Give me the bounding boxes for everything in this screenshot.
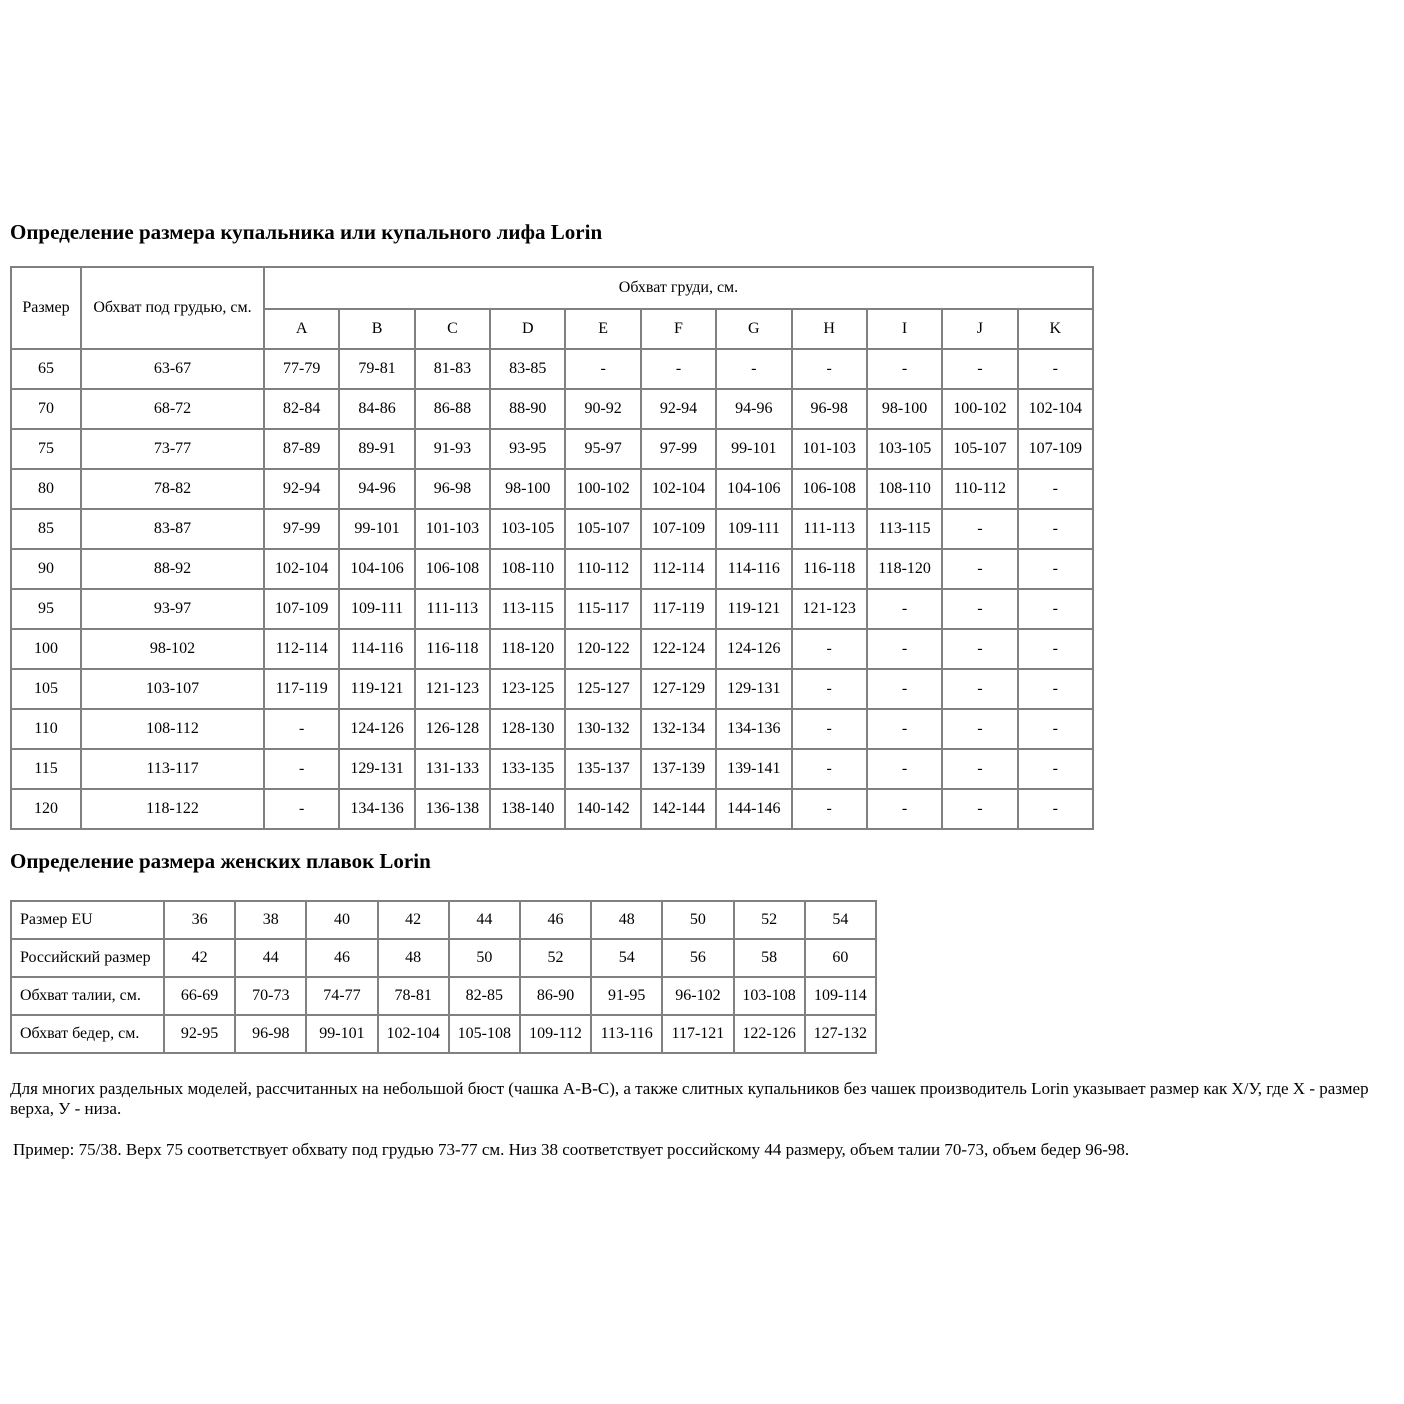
bust-range-cell: 129-131	[716, 669, 791, 709]
value-cell: 36	[164, 901, 235, 939]
bust-range-cell: 83-85	[490, 349, 565, 389]
cup-letter-header: B	[339, 309, 414, 349]
bust-group-header: Обхват груди, см.	[264, 267, 1093, 309]
bust-range-cell: 77-79	[264, 349, 339, 389]
bust-range-cell: -	[716, 349, 791, 389]
bust-range-cell: 120-122	[565, 629, 640, 669]
value-cell: 103-108	[734, 977, 805, 1015]
bust-range-cell: 98-100	[490, 469, 565, 509]
value-cell: 105-108	[449, 1015, 520, 1053]
bust-range-cell: 84-86	[339, 389, 414, 429]
cup-letter-header: D	[490, 309, 565, 349]
bust-range-cell: -	[942, 669, 1017, 709]
table-row	[11, 709, 1093, 749]
bust-range-cell: -	[792, 789, 867, 829]
bra-size-table-head	[11, 267, 1093, 349]
bust-range-cell: 101-103	[792, 429, 867, 469]
size-column-header: Размер	[11, 267, 81, 349]
bust-range-cell: 131-133	[415, 749, 490, 789]
bra-size-table	[10, 266, 1094, 830]
size-cell: 75	[11, 429, 81, 469]
bust-range-cell: 138-140	[490, 789, 565, 829]
value-cell: 78-81	[378, 977, 449, 1015]
bust-range-cell: -	[867, 349, 942, 389]
bust-range-cell: 108-110	[490, 549, 565, 589]
table-row	[11, 977, 876, 1015]
value-cell: 70-73	[235, 977, 306, 1015]
value-cell: 74-77	[306, 977, 377, 1015]
bust-range-cell: -	[867, 709, 942, 749]
bust-range-cell: 114-116	[716, 549, 791, 589]
bust-range-cell: 116-118	[792, 549, 867, 589]
bust-range-cell: -	[942, 749, 1017, 789]
value-cell: 48	[591, 901, 662, 939]
bust-range-cell: 100-102	[565, 469, 640, 509]
bust-range-cell: 140-142	[565, 789, 640, 829]
bust-range-cell: 118-120	[867, 549, 942, 589]
bust-range-cell: 132-134	[641, 709, 716, 749]
bust-range-cell: 128-130	[490, 709, 565, 749]
table-row	[11, 509, 1093, 549]
table-row	[11, 629, 1093, 669]
value-cell: 92-95	[164, 1015, 235, 1053]
bust-range-cell: 130-132	[565, 709, 640, 749]
value-cell: 109-112	[520, 1015, 591, 1053]
bust-range-cell: -	[1018, 629, 1093, 669]
value-cell: 42	[164, 939, 235, 977]
bust-range-cell: 124-126	[339, 709, 414, 749]
bust-range-cell: 92-94	[264, 469, 339, 509]
bust-range-cell: 104-106	[716, 469, 791, 509]
bust-range-cell: 119-121	[716, 589, 791, 629]
bust-range-cell: -	[867, 749, 942, 789]
cup-letter-header: F	[641, 309, 716, 349]
bust-range-cell: 115-117	[565, 589, 640, 629]
bust-range-cell: 102-104	[641, 469, 716, 509]
bust-range-cell: 124-126	[716, 629, 791, 669]
table-row	[11, 469, 1093, 509]
bust-range-cell: 99-101	[716, 429, 791, 469]
bust-range-cell: 94-96	[716, 389, 791, 429]
bust-range-cell: 114-116	[339, 629, 414, 669]
bust-range-cell: -	[942, 709, 1017, 749]
bust-range-cell: 101-103	[415, 509, 490, 549]
underbust-cell: 103-107	[81, 669, 264, 709]
bust-range-cell: -	[942, 509, 1017, 549]
bust-range-cell: 88-90	[490, 389, 565, 429]
value-cell: 40	[306, 901, 377, 939]
panties-size-table	[10, 900, 877, 1054]
bust-range-cell: 123-125	[490, 669, 565, 709]
bust-range-cell: -	[1018, 469, 1093, 509]
underbust-cell: 83-87	[81, 509, 264, 549]
value-cell: 99-101	[306, 1015, 377, 1053]
bra-size-table-body	[11, 349, 1093, 829]
value-cell: 86-90	[520, 977, 591, 1015]
bust-range-cell: 100-102	[942, 389, 1017, 429]
underbust-cell: 63-67	[81, 349, 264, 389]
bust-range-cell: -	[1018, 789, 1093, 829]
value-cell: 56	[662, 939, 733, 977]
bust-range-cell: 104-106	[339, 549, 414, 589]
bust-range-cell: -	[792, 349, 867, 389]
bust-range-cell: -	[1018, 549, 1093, 589]
cup-letter-header: C	[415, 309, 490, 349]
bust-range-cell: 96-98	[415, 469, 490, 509]
bust-range-cell: 93-95	[490, 429, 565, 469]
size-cell: 100	[11, 629, 81, 669]
bust-range-cell: 97-99	[264, 509, 339, 549]
size-cell: 115	[11, 749, 81, 789]
cup-letter-header: H	[792, 309, 867, 349]
value-cell: 44	[235, 939, 306, 977]
bust-range-cell: -	[1018, 349, 1093, 389]
value-cell: 96-102	[662, 977, 733, 1015]
bust-range-cell: 97-99	[641, 429, 716, 469]
bust-range-cell: 126-128	[415, 709, 490, 749]
table-row	[11, 349, 1093, 389]
bust-range-cell: 106-108	[415, 549, 490, 589]
bust-range-cell: 139-141	[716, 749, 791, 789]
bust-range-cell: -	[264, 749, 339, 789]
row-label-cell: Обхват бедер, см.	[11, 1015, 164, 1053]
bust-range-cell: -	[1018, 509, 1093, 549]
bust-range-cell: -	[792, 669, 867, 709]
bust-range-cell: -	[264, 789, 339, 829]
cup-letter-header: I	[867, 309, 942, 349]
bust-range-cell: 117-119	[264, 669, 339, 709]
value-cell: 127-132	[805, 1015, 876, 1053]
bust-range-cell: -	[1018, 709, 1093, 749]
bust-range-cell: 90-92	[565, 389, 640, 429]
bust-range-cell: 105-107	[565, 509, 640, 549]
value-cell: 60	[805, 939, 876, 977]
underbust-cell: 108-112	[81, 709, 264, 749]
bust-range-cell: 117-119	[641, 589, 716, 629]
value-cell: 54	[805, 901, 876, 939]
bust-range-cell: 111-113	[792, 509, 867, 549]
bust-range-cell: 98-100	[867, 389, 942, 429]
bust-range-cell: 121-123	[792, 589, 867, 629]
bust-range-cell: -	[1018, 749, 1093, 789]
bust-range-cell: 107-109	[641, 509, 716, 549]
size-cell: 70	[11, 389, 81, 429]
value-cell: 113-116	[591, 1015, 662, 1053]
value-cell: 48	[378, 939, 449, 977]
bust-range-cell: 103-105	[867, 429, 942, 469]
bust-range-cell: 142-144	[641, 789, 716, 829]
bust-range-cell: -	[792, 749, 867, 789]
cup-letter-header: A	[264, 309, 339, 349]
bust-range-cell: 86-88	[415, 389, 490, 429]
bust-range-cell: -	[942, 629, 1017, 669]
bust-range-cell: -	[565, 349, 640, 389]
bust-range-cell: 102-104	[1018, 389, 1093, 429]
row-label-cell: Обхват талии, см.	[11, 977, 164, 1015]
bust-range-cell: 110-112	[565, 549, 640, 589]
value-cell: 42	[378, 901, 449, 939]
bust-range-cell: 121-123	[415, 669, 490, 709]
table-row	[11, 789, 1093, 829]
table-row	[11, 1015, 876, 1053]
bust-range-cell: 111-113	[415, 589, 490, 629]
bust-range-cell: 102-104	[264, 549, 339, 589]
bust-range-cell: 81-83	[415, 349, 490, 389]
bust-range-cell: 136-138	[415, 789, 490, 829]
bust-range-cell: 87-89	[264, 429, 339, 469]
size-cell: 80	[11, 469, 81, 509]
table-row	[11, 429, 1093, 469]
bust-range-cell: -	[264, 709, 339, 749]
bust-range-cell: 133-135	[490, 749, 565, 789]
value-cell: 50	[662, 901, 733, 939]
size-cell: 90	[11, 549, 81, 589]
bust-range-cell: 79-81	[339, 349, 414, 389]
bust-range-cell: 92-94	[641, 389, 716, 429]
value-cell: 122-126	[734, 1015, 805, 1053]
size-cell: 110	[11, 709, 81, 749]
bust-range-cell: 137-139	[641, 749, 716, 789]
bust-range-cell: 134-136	[339, 789, 414, 829]
bra-section-title: Определение размера купальника или купального лифа Lorin	[10, 220, 603, 244]
value-cell: 117-121	[662, 1015, 733, 1053]
bust-range-cell: -	[792, 709, 867, 749]
value-cell: 109-114	[805, 977, 876, 1015]
bust-range-cell: 94-96	[339, 469, 414, 509]
value-cell: 58	[734, 939, 805, 977]
value-cell: 82-85	[449, 977, 520, 1015]
bust-range-cell: -	[792, 629, 867, 669]
cup-letter-header: J	[942, 309, 1017, 349]
table-header-row	[11, 267, 1093, 309]
note-paragraph: Пример: 75/38. Верх 75 соответствует обхвату под грудью 73-77 см. Низ 38 соответствует российскому 44 размеру, объем талии 70-73, объем бедер 96-98.	[13, 1140, 1130, 1159]
panties-section-title: Определение размера женских плавок Lorin	[10, 849, 431, 873]
bust-range-cell: 99-101	[339, 509, 414, 549]
value-cell: 50	[449, 939, 520, 977]
bust-range-cell: 113-115	[867, 509, 942, 549]
underbust-cell: 98-102	[81, 629, 264, 669]
value-cell: 52	[520, 939, 591, 977]
value-cell: 102-104	[378, 1015, 449, 1053]
underbust-cell: 118-122	[81, 789, 264, 829]
table-row	[11, 549, 1093, 589]
bust-range-cell: -	[867, 669, 942, 709]
bust-range-cell: 144-146	[716, 789, 791, 829]
table-row	[11, 749, 1093, 789]
table-row	[11, 589, 1093, 629]
bust-range-cell: -	[942, 789, 1017, 829]
underbust-cell: 73-77	[81, 429, 264, 469]
value-cell: 96-98	[235, 1015, 306, 1053]
bust-range-cell: 107-109	[1018, 429, 1093, 469]
bust-range-cell: -	[942, 589, 1017, 629]
value-cell: 54	[591, 939, 662, 977]
bust-range-cell: 118-120	[490, 629, 565, 669]
bust-range-cell: 135-137	[565, 749, 640, 789]
bust-range-cell: -	[641, 349, 716, 389]
underbust-cell: 93-97	[81, 589, 264, 629]
bust-range-cell: 96-98	[792, 389, 867, 429]
bust-range-cell: 89-91	[339, 429, 414, 469]
value-cell: 46	[306, 939, 377, 977]
bust-range-cell: 108-110	[867, 469, 942, 509]
bust-range-cell: -	[867, 789, 942, 829]
underbust-cell: 78-82	[81, 469, 264, 509]
bust-range-cell: -	[867, 589, 942, 629]
cup-letter-header: E	[565, 309, 640, 349]
bust-range-cell: 107-109	[264, 589, 339, 629]
bust-range-cell: 106-108	[792, 469, 867, 509]
bust-range-cell: 110-112	[942, 469, 1017, 509]
bust-range-cell: 109-111	[716, 509, 791, 549]
bust-range-cell: 103-105	[490, 509, 565, 549]
table-row	[11, 939, 876, 977]
bust-range-cell: -	[1018, 589, 1093, 629]
bust-range-cell: 95-97	[565, 429, 640, 469]
row-label-cell: Российский размер	[11, 939, 164, 977]
bust-range-cell: 122-124	[641, 629, 716, 669]
bust-range-cell: 112-114	[264, 629, 339, 669]
underbust-column-header: Обхват под грудью, см.	[81, 267, 264, 349]
value-cell: 38	[235, 901, 306, 939]
size-cell: 105	[11, 669, 81, 709]
table-row	[11, 389, 1093, 429]
bust-range-cell: 112-114	[641, 549, 716, 589]
underbust-cell: 88-92	[81, 549, 264, 589]
value-cell: 52	[734, 901, 805, 939]
bust-range-cell: 119-121	[339, 669, 414, 709]
bust-range-cell: 116-118	[415, 629, 490, 669]
underbust-cell: 113-117	[81, 749, 264, 789]
bust-range-cell: -	[867, 629, 942, 669]
bust-range-cell: 109-111	[339, 589, 414, 629]
value-cell: 91-95	[591, 977, 662, 1015]
table-row	[11, 669, 1093, 709]
value-cell: 46	[520, 901, 591, 939]
cup-letter-header: K	[1018, 309, 1093, 349]
size-cell: 95	[11, 589, 81, 629]
bust-range-cell: -	[1018, 669, 1093, 709]
bust-range-cell: 125-127	[565, 669, 640, 709]
underbust-cell: 68-72	[81, 389, 264, 429]
bust-range-cell: 127-129	[641, 669, 716, 709]
row-label-cell: Размер EU	[11, 901, 164, 939]
bust-range-cell: 91-93	[415, 429, 490, 469]
cup-letter-header: G	[716, 309, 791, 349]
bust-range-cell: -	[942, 349, 1017, 389]
size-cell: 85	[11, 509, 81, 549]
bust-range-cell: 105-107	[942, 429, 1017, 469]
size-cell: 120	[11, 789, 81, 829]
value-cell: 66-69	[164, 977, 235, 1015]
value-cell: 44	[449, 901, 520, 939]
bust-range-cell: 129-131	[339, 749, 414, 789]
note-paragraph: Для многих раздельных моделей, рассчитанных на небольшой бюст (чашка A-B-C), а также слитных купальников без чашек производитель Lorin указывает размер как Х/У, где Х - размер верха, У - низа.	[10, 1079, 1369, 1118]
table-row	[11, 901, 876, 939]
bust-range-cell: 113-115	[490, 589, 565, 629]
bust-range-cell: 82-84	[264, 389, 339, 429]
panties-size-table-body	[11, 901, 876, 1053]
bust-range-cell: -	[942, 549, 1017, 589]
size-cell: 65	[11, 349, 81, 389]
bust-range-cell: 134-136	[716, 709, 791, 749]
